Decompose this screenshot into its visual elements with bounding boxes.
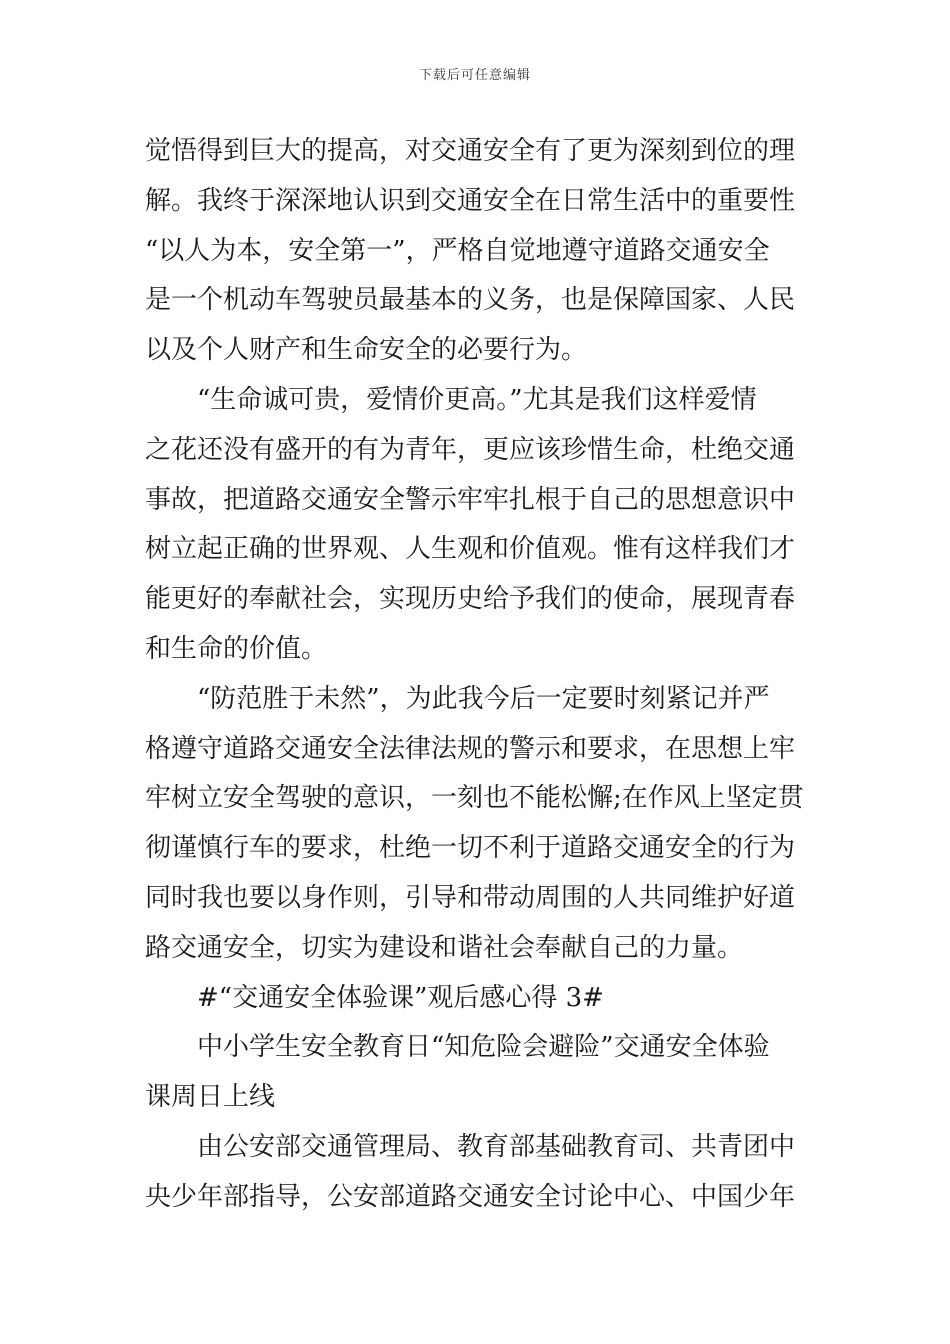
text-line: 解。我终于深深地认识到交通安全在日常生活中的重要性: [145, 185, 796, 216]
paragraph: [145, 127, 805, 376]
text-line: 央少年部指导，公安部道路交通安全讨论中心、中国少年: [145, 1181, 796, 1212]
text-line: 之花还没有盛开的有为青年，更应该珍惜生命，杜绝交通: [145, 434, 796, 465]
text-line: 是一个机动车驾驶员最基本的义务，也是保障国家、人民: [145, 285, 796, 316]
text-line: 课周日上线: [145, 1082, 276, 1113]
text-line: 能更好的奉献社会，实现历史给予我们的使命，展现青春: [145, 584, 796, 615]
text-line: 和生命的价值。: [145, 633, 328, 664]
page-header-note: 下载后可任意编辑: [418, 68, 531, 83]
text-line: 中小学生安全教育日“知危险会避险”交通安全体验: [197, 1032, 770, 1063]
paragraph: [145, 376, 805, 675]
text-line: 同时我也要以身作则，引导和带动周围的人共同维护好道: [145, 882, 796, 913]
text-line: 路交通安全，切实为建设和谐社会奉献自己的力量。: [145, 932, 744, 963]
text-line: “防范胜于未然”，为此我今后一定要时刻紧记并严: [197, 683, 770, 714]
text-line: 由公安部交通管理局、教育部基础教育司、共青团中: [197, 1131, 796, 1162]
text-line: “以人为本，安全第一”，严格自觉地遵守道路交通安全: [145, 235, 770, 266]
text-line: #“交通安全体验课”观后感心得 3#: [197, 982, 604, 1013]
paragraph: [145, 1123, 805, 1223]
text-line: 牢树立安全驾驶的意识，一刻也不能松懈;在作风上坚定贯: [145, 783, 804, 814]
text-line: 树立起正确的世界观、人生观和价值观。惟有这样我们才: [145, 534, 796, 565]
paragraph: [145, 1023, 805, 1123]
document-body: [145, 127, 805, 1223]
text-line: 格遵守道路交通安全法律法规的警示和要求，在思想上牢: [145, 733, 796, 764]
text-line: 彻谨慎行车的要求，杜绝一切不利于道路交通安全的行为: [145, 833, 796, 864]
text-line: 以及个人财产和生命安全的必要行为。: [145, 335, 588, 366]
text-line: 事故，把道路交通安全警示牢牢扎根于自己的思想意识中: [145, 484, 796, 515]
text-line: 觉悟得到巨大的提高，对交通安全有了更为深刻到位的理: [145, 136, 796, 166]
paragraph: [145, 675, 805, 974]
text-line: “生命诚可贵，爱情价更高。”尤其是我们这样爱情: [197, 384, 757, 415]
section-heading: [145, 974, 805, 1024]
